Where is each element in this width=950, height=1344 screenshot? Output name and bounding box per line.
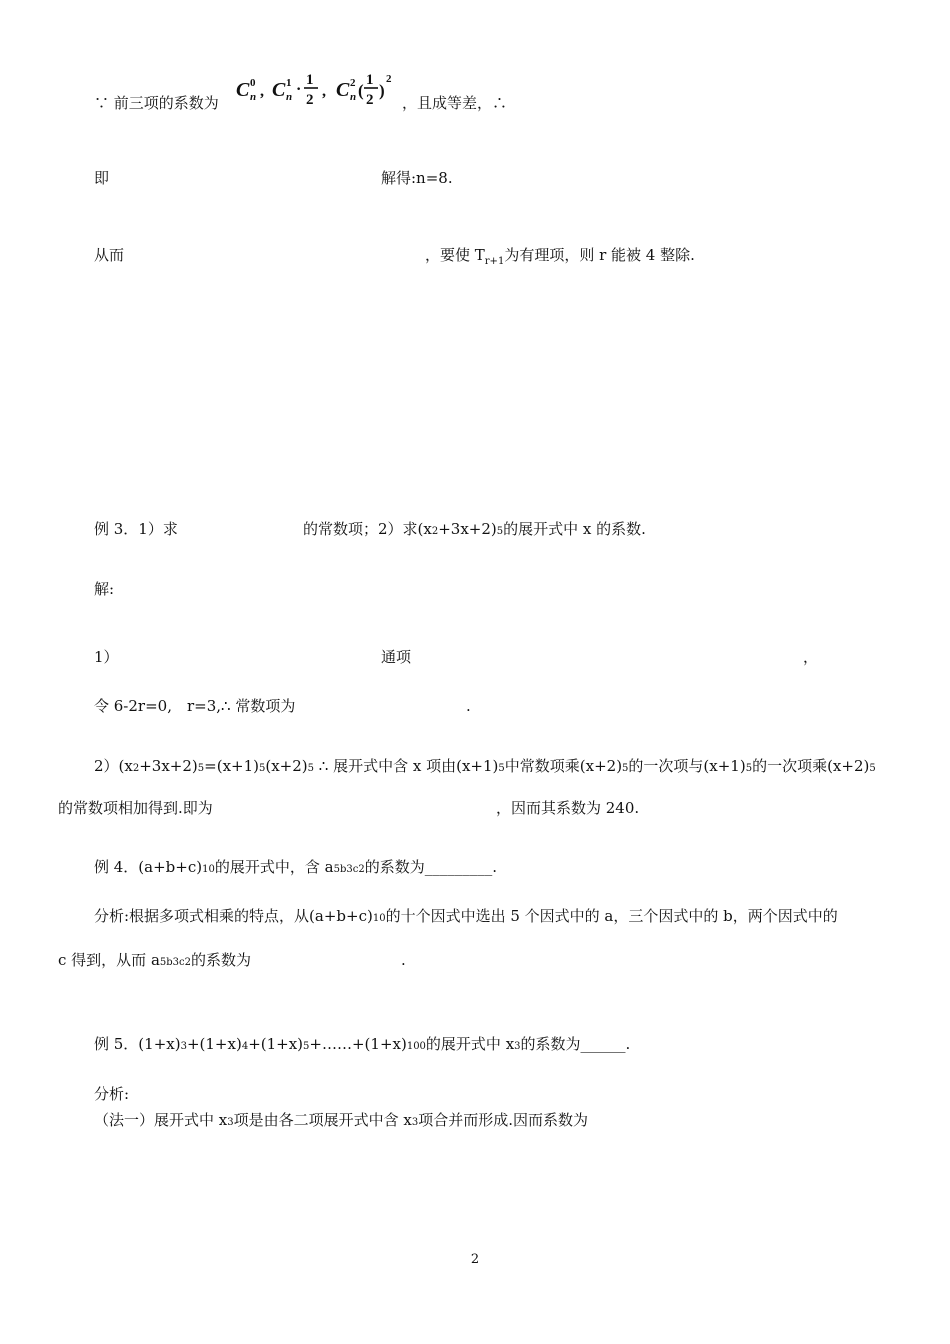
ex4-d: c [352, 864, 359, 875]
solution-label: 解: [94, 580, 115, 598]
ex5-s2: 4 [241, 1041, 249, 1052]
sol2-s6: 5 [622, 763, 629, 774]
ex5-b: +(1+x) [186, 1035, 242, 1053]
ex5-a: 例 5．(1+x) [94, 1035, 181, 1053]
sol2-b: +3x+2) [139, 757, 198, 775]
ex4-s2: 5 [333, 864, 340, 875]
sol2-h: 的一次项乘(x+2) [752, 757, 870, 775]
ex5-s3: 5 [303, 1041, 310, 1052]
ex4-a: 例 4．(a+b+c) [94, 858, 203, 876]
an4b-s1: 5 [159, 957, 167, 968]
c-symbol-0: C [236, 79, 250, 101]
sol2-f: 中常数项乘(x+2) [504, 757, 623, 775]
m1-b: 项是由各二项展开式中含 x [233, 1111, 412, 1129]
text-mid: ，要使 T [425, 246, 485, 264]
frac-den-1: 2 [306, 92, 314, 108]
ex4-s1: 10 [202, 864, 215, 875]
sol1b-a: 令 6-2r=0, [94, 697, 172, 715]
an4-s1: 10 [372, 913, 386, 924]
text-congr: 从而 [94, 246, 125, 264]
sol1-general-term: 通项 [381, 648, 412, 666]
sol2-s3: 5 [259, 763, 266, 774]
an4b-s3: 2 [184, 957, 192, 968]
analysis-4-line1 [94, 909, 838, 924]
subscript-r1: r+1 [484, 256, 505, 267]
ex3-part-c: +3x+2) [438, 520, 497, 538]
sol2-s4: 5 [307, 763, 315, 774]
ex3-part-d: 的展开式中 x 的系数. [503, 520, 646, 538]
m1-a: （法一）展开式中 x [94, 1111, 228, 1129]
binomial-coefficients-formula [236, 66, 396, 114]
sol2-c: =(x+1) [204, 757, 259, 775]
text-solve-n: 解得:n=8. [381, 169, 453, 187]
an4b-d: 的系数为 [191, 951, 252, 969]
ex4-b: 的展开式中，含 a [214, 858, 334, 876]
frac-num-2: 1 [366, 72, 374, 88]
sup-2: 2 [350, 77, 356, 89]
ex5-s4: 100 [406, 1041, 426, 1052]
sol2-s1: 2 [132, 763, 140, 774]
sol1-a: 1） [94, 648, 119, 666]
ex5-d: +……+(1+x) [309, 1035, 407, 1053]
ex3-part-b: 的常数项；2）求(x [303, 520, 432, 538]
sol2-d: (x+2) [265, 757, 308, 775]
c-symbol-2: C [336, 79, 350, 101]
dot: · [296, 81, 302, 98]
m1-c: 项合并而形成.因而系数为 [418, 1111, 588, 1129]
sol1-comma: ， [803, 648, 819, 666]
ex4-c: b [339, 864, 347, 875]
sol2-s7: 5 [745, 763, 753, 774]
sep-1: , [322, 83, 326, 100]
example-5 [94, 1037, 630, 1052]
analysis-4-period: . [401, 951, 406, 969]
sub-n-0: n [250, 91, 257, 103]
sol2-s8: 5 [869, 763, 876, 774]
an4b-b: b [166, 957, 173, 968]
an4b-c: c [179, 957, 185, 968]
ex4-e: 的系数为_________. [364, 858, 497, 876]
ex5-c: +(1+x) [248, 1035, 304, 1053]
page-number: 2 [470, 1252, 480, 1267]
method-1 [94, 1113, 588, 1128]
ex3-sup-a: 2 [431, 526, 439, 537]
ex5-s1: 3 [180, 1041, 187, 1052]
ex4-s4: 2 [358, 864, 365, 875]
paren-close: ) [379, 81, 385, 100]
text-prefix: ∵ 前三项的系数为 [94, 94, 219, 112]
text-ji: 即 [94, 169, 110, 187]
sol2-line [94, 759, 876, 774]
sol2-a: 2）(x [94, 757, 133, 775]
text-line-coefficients [94, 96, 219, 111]
an4-a: 分析:根据多项式相乘的特点，从(a+b+c) [94, 907, 373, 925]
m1-s1: 3 [227, 1117, 234, 1128]
ex3-sup-b: 5 [496, 526, 504, 537]
sub-n-1: n [286, 91, 293, 103]
sup-1: 1 [286, 77, 292, 89]
an4-b: 的十个因式中选出 5 个因式中的 a，三个因式中的 b，两个因式中的 [385, 907, 838, 925]
example-4 [94, 860, 497, 875]
ex4-s3: 3 [346, 864, 353, 875]
sol2-e: ∴ 展开式中含 x 项由(x+1) [314, 757, 499, 775]
example-3-a: 例 3．1）求 [94, 520, 178, 538]
ex5-e: 的展开式中 x [425, 1035, 515, 1053]
sol2-s2: 5 [197, 763, 205, 774]
an4b-s2: 3 [172, 957, 180, 968]
text-suffix: ，且成等差，∴ [402, 94, 508, 112]
sol2b-a: 的常数项相加得到.即为 [58, 799, 213, 817]
sol2-s5: 5 [498, 763, 505, 774]
text-right: 为有理项，则 r 能被 4 整除. [504, 246, 695, 264]
frac-den-2: 2 [366, 92, 374, 108]
frac-num-1: 1 [306, 72, 314, 88]
sep-0: , [260, 83, 264, 100]
sol2-g: 的一次项与(x+1) [628, 757, 746, 775]
paren-open: ( [358, 81, 364, 100]
an4b-a: c 得到，从而 a [58, 951, 160, 969]
sol1b-c: . [466, 697, 471, 715]
m1-s2: 3 [411, 1117, 419, 1128]
analysis-5-label: 分析: [94, 1085, 130, 1103]
text-rational-term [425, 246, 695, 267]
analysis-4-line2 [58, 953, 251, 968]
exponent-2: 2 [386, 73, 392, 85]
ex5-f: 的系数为______. [520, 1035, 631, 1053]
sup-0: 0 [250, 77, 256, 89]
example-3-b [303, 522, 646, 537]
ex5-s5: 3 [514, 1041, 521, 1052]
c-symbol-1: C [272, 79, 286, 101]
sol1b-b: r=3,∴ 常数项为 [187, 697, 296, 715]
text-line-arithmetic [402, 96, 507, 111]
sol2b-b: ，因而其系数为 240. [496, 799, 640, 817]
sub-n-2: n [350, 91, 357, 103]
